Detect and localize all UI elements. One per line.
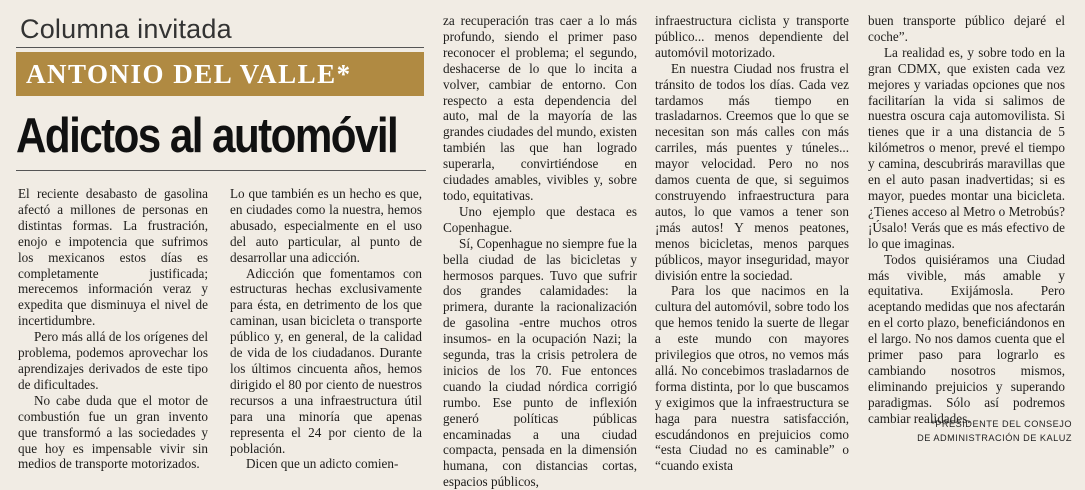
article-column-2 — [230, 186, 422, 472]
article-column-5 — [868, 13, 1065, 427]
paragraph: za recuperación tras caer a lo más profundo, siendo el primer paso reconocer el problema; el segundo, deshacerse de lo que lo incita a volver, cambiar de entorno. Con respecto a esta dependencia del auto, mal de la mayoría de las grandes ciudades del mundo, existen también las que han logrado superarla, convirtiéndose en ciudades amables, vivibles y, sobre todo, equitativas. — [443, 13, 637, 203]
top-rule — [16, 47, 424, 48]
credit-line: DE ADMINISTRACIÓN DE KALUZ — [917, 433, 1072, 443]
article-column-4 — [655, 13, 849, 474]
paragraph: Dicen que un adicto comien- — [246, 456, 399, 472]
paragraph: Adicción que fomentamos con estructuras hechas exclusivamente para ésta, en detrimento de los que caminan, usan bicicleta o transporte público y, en general, de la calidad de vida de los ciudadanos. Durante los últimos cincuenta años, hemos dirigido el 80 por ciento de nuestros recursos a una infraestructura útil para una minoría que apenas representa el 24 por ciento de la población. — [230, 265, 422, 456]
paragraph: En nuestra Ciudad nos frustra el tránsito de todos los días. Cada vez tardamos más tiempo en trasladarnos. Creemos que lo que se necesitan son más calles con más carriles, más puentes y túneles... mayor velocidad. Pero no nos damos cuenta de que, si seguimos construyendo infraestructura para autos, lo que vamos a tener son ¡más autos! Y menos peatones, menos bicicletas, menos parques públicos, mayor inseguridad, mayor división entre la sociedad. — [655, 60, 849, 283]
paragraph: Sí, Copenhague no siempre fue la bella ciudad de las bicicletas y hermosos parques. Tuvo que sufrir dos grandes calamidades: la primera, durante la racionalización de gasolina -entre muchos otros insumos- en la ocupación Nazi; la segunda, tras la crisis petrolera de inicios de los 70. Fue entonces cuando la ciudad nórdica corrigió rumbo. Ese punto de inflexión generó políticas públicas encaminadas a una ciudad compacta, pensada en la dimensión humana, con distancias cortas, espacios públicos, — [443, 235, 637, 490]
paragraph: Pero más allá de los orígenes del problema, podemos aprovechar los aprendizajes derivados de este tipo de dificultades. — [18, 329, 208, 392]
column-kicker: Columna invitada — [20, 14, 232, 44]
author-credit — [912, 417, 1072, 445]
credit-line: *PRESIDENTE DEL CONSEJO — [931, 419, 1072, 429]
article-column-3 — [443, 13, 637, 490]
article-column-1 — [18, 186, 208, 472]
paragraph: La realidad es, y sobre todo en la gran CDMX, que existen cada vez mejores y variadas opciones que nos facilitarían la vida si salimos de nuestra oscura caja automovilista. Si tienes que ir a una distancia de 5 kilómetros o menor, prevé el tiempo y camina, descubrirás maravillas que en el auto pasan inadvertidas; si es mayor, puedes montar una bicicleta. ¿Tienes acceso al Metro o Metrobús? ¡Úsalo! Verás que es más efectivo de lo que imaginas. — [868, 44, 1065, 251]
paragraph: El reciente desabasto de gasolina afectó a millones de personas en distintas formas. La frustración, enojo e impotencia que sufrimos los mexicanos estos días es completamente justificada; merecemos información veraz y expedita que disminuya el nivel de incertidumbre. — [18, 186, 208, 329]
headline: Adictos al automóvil — [16, 109, 398, 163]
paragraph: Uno ejemplo que destaca es Copenhague. — [443, 203, 637, 235]
headline-rule — [16, 170, 426, 171]
paragraph: buen transporte público dejaré el coche”. — [868, 13, 1065, 44]
paragraph: Todos quisiéramos una Ciudad más vivible, más amable y equitativa. Exijámosla. Pero aceptando medidas que nos afectarán en el corto plazo, beneficiándonos en el largo. No nos damos cuenta que el primer paso para lograrlo es cambiando nosotros mismos, eliminando prejuicios y superando paradigmas. Sólo así podremos cambiar realidades. — [868, 251, 1065, 426]
paragraph: Para los que nacimos en la cultura del automóvil, sobre todo los que hemos tenido la suerte de llegar a este mundo con mayores privilegios que otros, no vemos más allá. No concebimos trasladarnos de forma distinta, por lo que buscamos y exigimos que la infraestructura se haga para nuestra satisfacción, escudándonos en prejuicios como “esta Ciudad no es caminable” o “cuando exista — [655, 283, 849, 474]
paragraph: No cabe duda que el motor de combustión fue un gran invento que transformó a las sociedades y que hoy es impensable vivir sin medios de transporte motorizados. — [18, 392, 208, 472]
paragraph: infraestructura ciclista y transporte público... menos dependiente del automóvil motorizado. — [655, 13, 849, 60]
paragraph: Lo que también es un hecho es que, en ciudades como la nuestra, hemos abusado, especialmente en el uso del auto particular, al punto de desarrollar una adicción. — [230, 186, 422, 265]
author-name: ANTONIO DEL VALLE* — [26, 59, 352, 89]
